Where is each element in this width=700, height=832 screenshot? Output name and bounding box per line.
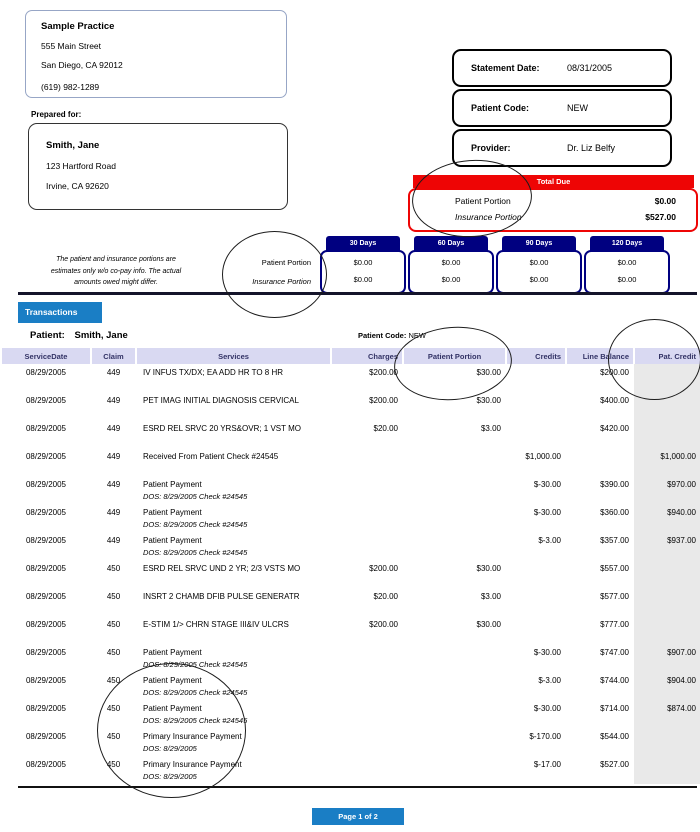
aging-90-insurance-value: $0.00: [529, 275, 549, 284]
cell-charges: $200.00: [369, 396, 398, 405]
cell-charges: [331, 644, 403, 672]
aging-bucket-30-values: [320, 250, 406, 294]
cell-charges: $200.00: [369, 368, 398, 377]
cell-credits: [506, 560, 566, 588]
table-bottom-line: [18, 786, 697, 788]
service-dos-note: DOS: 8/29/2005 Check #24545: [143, 716, 248, 725]
transaction-row: [1, 672, 700, 700]
transaction-row: [1, 728, 700, 756]
cell-pat-credit: $940.00: [634, 504, 700, 532]
cell-pat-credit: $874.00: [634, 700, 700, 728]
cell-credits: $1,000.00: [525, 452, 561, 461]
transactions-patient-label: Patient:: [30, 330, 65, 341]
service-description: ESRD REL SRVC UND 2 YR; 2/3 VSTS MO: [143, 564, 301, 573]
service-dos-note: DOS: 8/29/2005: [143, 744, 197, 753]
cell-date: 08/29/2005: [25, 508, 67, 517]
transactions-patient-code-line: [358, 331, 426, 340]
annotation-circle-aging-labels: [222, 231, 327, 318]
transactions-table: [0, 348, 700, 784]
cell-charges: [331, 728, 403, 756]
cell-claim: 450: [106, 564, 121, 573]
cell-service: [136, 476, 331, 504]
service-description: E-STIM 1/> CHRN STAGE III&IV ULCRS: [143, 620, 289, 629]
cell-date: 08/29/2005: [25, 396, 67, 405]
cell-credits: $-3.00: [538, 536, 561, 545]
aging-bucket-120-header: 120 Days: [590, 236, 664, 251]
cell-patient-portion: $30.00: [476, 620, 501, 629]
statement-date-label: Statement Date:: [471, 63, 540, 73]
cell-charges: $20.00: [373, 592, 398, 601]
cell-credits: $-30.00: [533, 508, 561, 517]
transaction-row: [1, 756, 700, 784]
transaction-row: [1, 644, 700, 672]
cell-patient-portion: $30.00: [476, 396, 501, 405]
cell-date: 08/29/2005: [25, 564, 67, 573]
service-dos-note: DOS: 8/29/2005: [143, 772, 197, 781]
column-header-patient-portion: Patient Portion: [403, 348, 506, 364]
cell-claim: 450: [106, 704, 121, 713]
prepared-for-box: [28, 123, 288, 210]
column-header-claim: Claim: [91, 348, 136, 364]
cell-charges: $200.00: [369, 620, 398, 629]
practice-info-box: [25, 10, 287, 98]
service-description: INSRT 2 CHAMB DFIB PULSE GENERATR: [143, 592, 300, 601]
cell-service: [136, 616, 331, 644]
cell-credits: $-3.00: [538, 676, 561, 685]
total-due-insurance-label: Insurance Portion: [455, 212, 522, 222]
service-description: Patient Payment: [143, 648, 202, 657]
cell-pat-credit: $970.00: [634, 476, 700, 504]
aging-bucket-60-values: [408, 250, 494, 294]
cell-date: 08/29/2005: [25, 676, 67, 685]
cell-service: [136, 756, 331, 784]
cell-line-balance: [566, 448, 634, 476]
transaction-row: [1, 588, 700, 616]
practice-address-line2: San Diego, CA 92012: [41, 60, 123, 70]
service-description: Primary Insurance Payment: [143, 760, 242, 769]
transactions-patient-name: Smith, Jane: [74, 330, 128, 341]
patient-code-label: Patient Code:: [471, 103, 530, 113]
transaction-row: [1, 420, 700, 448]
service-description: Patient Payment: [143, 480, 202, 489]
column-header-charges: Charges: [331, 348, 403, 364]
cell-charges: [331, 504, 403, 532]
cell-credits: $-17.00: [533, 760, 561, 769]
cell-claim: 449: [106, 536, 121, 545]
cell-patient-portion: [403, 448, 506, 476]
cell-claim: 450: [106, 620, 121, 629]
cell-date: 08/29/2005: [25, 368, 67, 377]
cell-credits: $-30.00: [533, 480, 561, 489]
service-dos-note: DOS: 8/29/2005 Check #24545: [143, 520, 248, 529]
aging-120-patient-value: $0.00: [617, 258, 637, 267]
cell-line-balance: $577.00: [600, 592, 629, 601]
cell-date: 08/29/2005: [25, 760, 67, 769]
cell-service: [136, 672, 331, 700]
cell-service: [136, 728, 331, 756]
column-header-pat-credit: Pat. Credit: [634, 348, 700, 364]
cell-service: [136, 504, 331, 532]
cell-claim: 450: [106, 760, 121, 769]
cell-credits: $-30.00: [533, 704, 561, 713]
disclaimer-line3: amounts owed might differ.: [74, 279, 158, 286]
aging-bucket-90-values: [496, 250, 582, 294]
cell-pat-credit: [634, 616, 700, 644]
total-due-patient-value: $0.00: [654, 196, 676, 206]
aging-60-patient-value: $0.00: [441, 258, 461, 267]
cell-charges: [331, 700, 403, 728]
cell-pat-credit: $907.00: [634, 644, 700, 672]
cell-service: [136, 644, 331, 672]
cell-pat-credit: [634, 392, 700, 420]
cell-date: 08/29/2005: [25, 536, 67, 545]
cell-date: 08/29/2005: [25, 648, 67, 657]
cell-claim: 450: [106, 648, 121, 657]
cell-charges: [331, 756, 403, 784]
service-dos-note: DOS: 8/29/2005 Check #24545: [143, 492, 248, 501]
patient-address-line1: 123 Hartford Road: [46, 161, 116, 171]
cell-claim: 449: [106, 452, 121, 461]
aging-bucket-90-header: 90 Days: [502, 236, 576, 251]
aging-patient-portion-label: Patient Portion: [261, 258, 311, 267]
cell-charges: [331, 448, 403, 476]
cell-pat-credit: [634, 756, 700, 784]
cell-patient-portion: [403, 644, 506, 672]
column-header-services: Services: [136, 348, 331, 364]
aging-30-patient-value: $0.00: [353, 258, 373, 267]
cell-credits: [506, 616, 566, 644]
cell-pat-credit: $1,000.00: [634, 448, 700, 476]
service-description: ESRD REL SRVC 20 YRS&OVR; 1 VST MO: [143, 424, 301, 433]
column-header-line-balance: Line Balance: [566, 348, 634, 364]
cell-claim: 449: [106, 424, 121, 433]
aging-bucket-30-header: 30 Days: [326, 236, 400, 251]
patient-code-value: NEW: [567, 103, 588, 113]
transaction-row: [1, 616, 700, 644]
cell-claim: 449: [106, 508, 121, 517]
service-dos-note: DOS: 8/29/2005 Check #24545: [143, 548, 248, 557]
total-due-patient-label: Patient Portion: [455, 196, 511, 206]
cell-charges: [331, 672, 403, 700]
cell-date: 08/29/2005: [25, 592, 67, 601]
disclaimer-line1: The patient and insurance portions are: [56, 256, 176, 263]
cell-credits: [506, 588, 566, 616]
aging-120-insurance-value: $0.00: [617, 275, 637, 284]
cell-line-balance: $400.00: [600, 396, 629, 405]
service-description: Patient Payment: [143, 676, 202, 685]
cell-date: 08/29/2005: [25, 704, 67, 713]
cell-service: [136, 560, 331, 588]
cell-date: 08/29/2005: [25, 480, 67, 489]
cell-patient-portion: $3.00: [480, 424, 501, 433]
cell-credits: [506, 392, 566, 420]
cell-claim: 449: [106, 368, 121, 377]
transaction-row: [1, 364, 700, 392]
cell-claim: 450: [106, 732, 121, 741]
service-description: Patient Payment: [143, 508, 202, 517]
cell-line-balance: $544.00: [600, 732, 629, 741]
service-description: Primary Insurance Payment: [143, 732, 242, 741]
transaction-row: [1, 700, 700, 728]
cell-line-balance: $557.00: [600, 564, 629, 573]
cell-pat-credit: [634, 728, 700, 756]
cell-patient-portion: [403, 700, 506, 728]
transaction-row: [1, 476, 700, 504]
transaction-row: [1, 448, 700, 476]
transactions-patient-line: [30, 330, 128, 341]
total-due-patient-row: [410, 196, 696, 206]
cell-line-balance: $744.00: [600, 676, 629, 685]
cell-date: 08/29/2005: [25, 620, 67, 629]
cell-service: [136, 420, 331, 448]
estimate-disclaimer: [40, 254, 192, 289]
cell-service: [136, 448, 331, 476]
practice-name: Sample Practice: [41, 21, 115, 32]
cell-line-balance: $357.00: [600, 536, 629, 545]
prepared-for-label: Prepared for:: [31, 110, 82, 119]
aging-60-insurance-value: $0.00: [441, 275, 461, 284]
aging-insurance-portion-label: Insurance Portion: [252, 277, 311, 286]
aging-bucket-120-values: [584, 250, 670, 294]
cell-pat-credit: [634, 588, 700, 616]
cell-patient-portion: $3.00: [480, 592, 501, 601]
practice-phone: (619) 982-1289: [41, 82, 100, 92]
cell-credits: $-170.00: [529, 732, 561, 741]
provider-box: [452, 129, 672, 167]
section-divider-line: [18, 292, 697, 295]
cell-pat-credit: $937.00: [634, 532, 700, 560]
cell-date: 08/29/2005: [25, 424, 67, 433]
cell-service: [136, 588, 331, 616]
total-due-insurance-row: [410, 212, 696, 222]
cell-line-balance: $714.00: [600, 704, 629, 713]
cell-line-balance: $420.00: [600, 424, 629, 433]
cell-pat-credit: [634, 364, 700, 392]
aging-bucket-60-header: 60 Days: [414, 236, 488, 251]
cell-service: [136, 364, 331, 392]
patient-code-box: [452, 89, 672, 127]
patient-name: Smith, Jane: [46, 140, 100, 151]
cell-patient-portion: [403, 756, 506, 784]
aging-90-patient-value: $0.00: [529, 258, 549, 267]
cell-credits: [506, 420, 566, 448]
cell-line-balance: $747.00: [600, 648, 629, 657]
transaction-row: [1, 532, 700, 560]
service-description: Patient Payment: [143, 704, 202, 713]
total-due-box: [408, 188, 698, 232]
transaction-row: [1, 392, 700, 420]
cell-service: [136, 532, 331, 560]
transactions-tab[interactable]: Transactions: [18, 302, 102, 323]
cell-patient-portion: [403, 672, 506, 700]
cell-service: [136, 392, 331, 420]
transaction-row: [1, 504, 700, 532]
cell-patient-portion: $30.00: [476, 564, 501, 573]
cell-pat-credit: [634, 420, 700, 448]
cell-claim: 450: [106, 592, 121, 601]
transactions-patient-code-value: NEW: [408, 331, 426, 340]
service-description: PET IMAG INITIAL DIAGNOSIS CERVICAL: [143, 396, 299, 405]
statement-date-box: [452, 49, 672, 87]
cell-line-balance: $360.00: [600, 508, 629, 517]
cell-pat-credit: $904.00: [634, 672, 700, 700]
cell-charges: [331, 476, 403, 504]
service-description: IV INFUS TX/DX; EA ADD HR TO 8 HR: [143, 368, 284, 377]
cell-charges: $20.00: [373, 424, 398, 433]
column-header-servicedate: ServiceDate: [1, 348, 91, 364]
service-dos-note: DOS: 8/29/2005 Check #24545: [143, 688, 248, 697]
patient-address-line2: Irvine, CA 92620: [46, 181, 109, 191]
total-due-header: Total Due: [413, 175, 694, 188]
cell-charges: [331, 532, 403, 560]
transactions-header-row: [1, 348, 700, 364]
total-due-insurance-value: $527.00: [645, 212, 676, 222]
cell-date: 08/29/2005: [25, 732, 67, 741]
cell-patient-portion: [403, 504, 506, 532]
aging-30-insurance-value: $0.00: [353, 275, 373, 284]
statement-date-value: 08/31/2005: [567, 63, 613, 73]
pagination-button[interactable]: Page 1 of 2: [312, 808, 404, 825]
service-dos-note: DOS: 8/29/2005 Check #24545: [143, 660, 248, 669]
cell-patient-portion: $30.00: [476, 368, 501, 377]
provider-value: Dr. Liz Belfy: [567, 143, 616, 153]
cell-credits: [506, 364, 566, 392]
cell-line-balance: $777.00: [600, 620, 629, 629]
transaction-row: [1, 560, 700, 588]
cell-claim: 449: [106, 480, 121, 489]
cell-claim: 449: [106, 396, 121, 405]
cell-patient-portion: [403, 532, 506, 560]
cell-pat-credit: [634, 560, 700, 588]
column-header-credits: Credits: [506, 348, 566, 364]
service-description: Patient Payment: [143, 536, 202, 545]
provider-label: Provider:: [471, 143, 511, 153]
transactions-patient-code-label: Patient Code:: [358, 331, 407, 340]
disclaimer-line2: estimates only w/o co-pay info. The actual: [50, 267, 182, 275]
cell-line-balance: $527.00: [600, 760, 629, 769]
cell-credits: $-30.00: [533, 648, 561, 657]
cell-claim: 450: [106, 676, 121, 685]
practice-address-line1: 555 Main Street: [41, 41, 102, 51]
cell-charges: $200.00: [369, 564, 398, 573]
cell-line-balance: $200.00: [600, 368, 629, 377]
cell-service: [136, 700, 331, 728]
cell-patient-portion: [403, 476, 506, 504]
cell-date: 08/29/2005: [25, 452, 67, 461]
cell-line-balance: $390.00: [600, 480, 629, 489]
cell-patient-portion: [403, 728, 506, 756]
service-description: Received From Patient Check #24545: [143, 452, 279, 461]
